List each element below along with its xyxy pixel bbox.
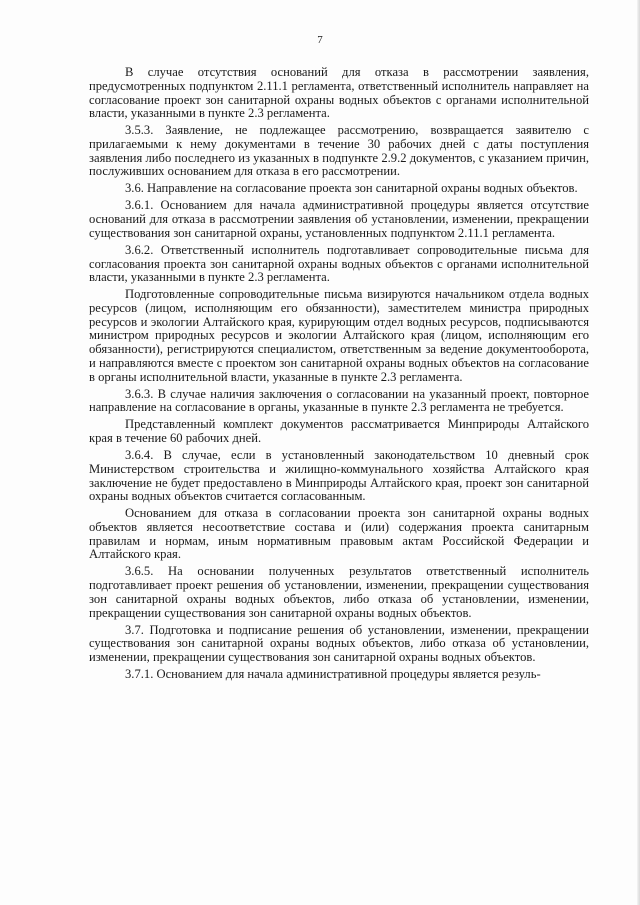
paragraph: 3.7.1. Основанием для начала административной процедуры является резуль-: [125, 667, 541, 681]
paragraph: 3.5.3. Заявление, не подлежащее рассмотрению, возвращается заявителю с прилагаемыми к нему документами в течение 30 рабочих дней с даты поступления заявления либо последнего из указанных в подпункте 2.9.2 документов, с указанием причин, послуживших основанием для отказа в его рассмотрении.: [89, 123, 589, 179]
paragraph: В случае отсутствия оснований для отказа в рассмотрении заявления, предусмотренных подпунктом 2.11.1 регламента, ответственный исполнитель направляет на согласование проект зон санитарной охраны водных объектов с органами исполнительной власти, указанными в пункте 2.3 регламента.: [89, 65, 589, 121]
paragraph: 3.6.2. Ответственный исполнитель подготавливает сопроводительные письма для согласования проекта зон санитарной охраны водных объектов с органами исполнительной власти, указанными в пункте 2.3 регламента.: [89, 242, 589, 285]
document-body: [89, 66, 589, 682]
paragraph: 3.6.1. Основанием для начала административной процедуры является отсутствие оснований для отказа в рассмотрении заявления об установлении, изменении, прекращении существования зон санитарной охраны, установленных подпунктом 2.11.1 регламента.: [89, 198, 589, 240]
paragraph: 3.6.3. В случае наличия заключения о согласовании на указанный проект, повторное направление на согласование в органы, указанные в пункте 2.3 регламента не требуется.: [89, 386, 589, 415]
paragraph: 3.6.5. На основании полученных результатов ответственный исполнитель подготавливает проект решения об установлении, изменении, прекращении существования зон санитарной охраны водных объектов, либо отказа об установлении, изменении, прекращении существования зон санитарной охраны водных объектов.: [89, 564, 589, 620]
paragraph: Подготовленные сопроводительные письма визируются начальником отдела водных ресурсов (лицом, исполняющим его обязанности), заместителем министра природных ресурсов и экологии Алтайского края, курирующим отдел водных ресурсов, подписываются министром природных ресурсов и экологии Алтайского края (лицом, исполняющим его обязанности), регистрируются специалистом, ответственным за ведение документооборота, и направляются вместе с проектом зон санитарной охраны водных объектов на согласование в органы исполнительной власти, указанные в пункте 2.3 регламента.: [89, 287, 589, 384]
page-number: 7: [317, 34, 323, 46]
paragraph: Основанием для отказа в согласовании проекта зон санитарной охраны водных объектов является несоответствие состава и (или) содержания проекта санитарным правилам и нормам, иным нормативным правовым актам Российской Федерации и Алтайского края.: [89, 506, 589, 562]
paragraph: 3.7. Подготовка и подписание решения об установлении, изменении, прекращении существования зон санитарной охраны водных объектов, либо отказа об установлении, изменении, прекращении существования зон санитарной охраны водных объектов.: [89, 622, 589, 665]
paragraph: 3.6.4. В случае, если в установленный законодательством 10 дневный срок Министерством строительства и жилищно-коммунального хозяйства Алтайского края заключение не будет предоставлено в Минприроды Алтайского края, проект зон санитарной охраны водных объектов считается согласованным.: [89, 448, 589, 504]
paragraph: 3.6. Направление на согласование проекта зон санитарной охраны водных объектов.: [125, 181, 578, 196]
paragraph: Представленный комплект документов рассматривается Минприроды Алтайского края в течение 60 рабочих дней.: [89, 417, 589, 446]
